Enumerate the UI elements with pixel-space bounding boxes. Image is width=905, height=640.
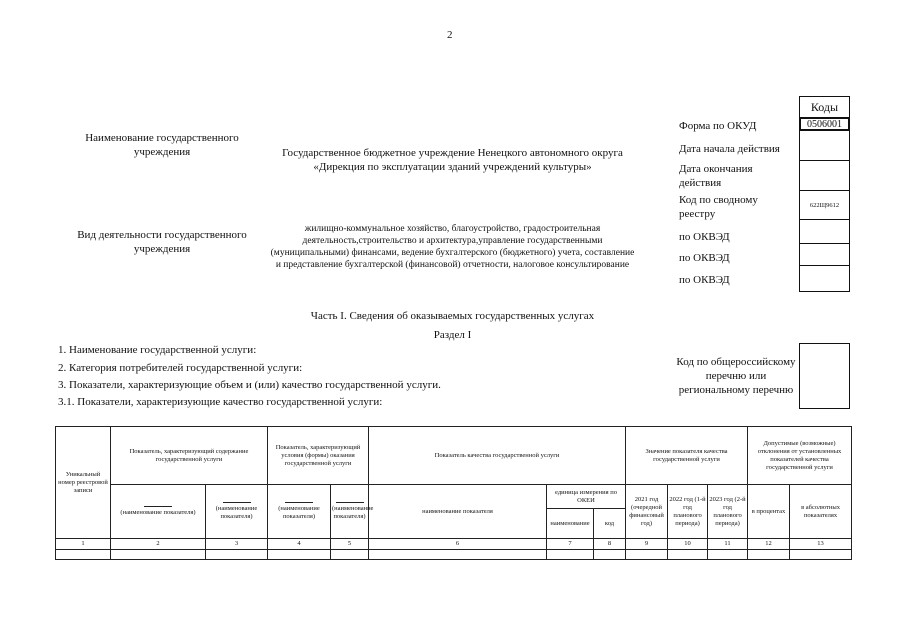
sub-content-1: (наименование показателя) (111, 485, 206, 539)
h-quality: Показатель качества государственной услуги (369, 427, 626, 485)
sub-unit-name: наименование (547, 509, 594, 539)
col-number: 3 (206, 539, 268, 550)
col-number: 7 (547, 539, 594, 550)
section-title: Раздел I (433, 329, 472, 341)
h-conditions: Показатель, характеризующий условия (формы) оказания государственной услуги (268, 427, 369, 485)
okud-code-cell: 0506001 (799, 117, 850, 131)
col-number: 10 (668, 539, 708, 550)
activity-label: Вид деятельности государственного учреждения (77, 229, 247, 255)
sub-percent: в процентах (748, 485, 790, 539)
item-consumers: 2. Категория потребителей государственной услуги: (58, 362, 303, 374)
col-number: 11 (708, 539, 748, 550)
sub-conditions-1: (наименование показателя) (268, 485, 331, 539)
item-service-name: 1. Наименование государственной услуги: (58, 344, 257, 356)
start-date-label: Дата начала действия (679, 143, 780, 155)
page-number: 2 (447, 29, 453, 41)
col-number: 6 (369, 539, 547, 550)
sub-conditions-2: (наименование показателя) (331, 485, 369, 539)
column-numbers-row (56, 539, 852, 550)
col-number: 9 (626, 539, 668, 550)
okved2-cell (799, 244, 850, 266)
h-deviation: Допустимые (возможные) отклонения от установленных показателей качества государственной услуги (748, 427, 852, 485)
svodny-label: Код по сводному реестру (679, 194, 758, 220)
col-number: 12 (748, 539, 790, 550)
col-number: 4 (268, 539, 331, 550)
activity-text: жилищно-коммунальное хозяйство, благоустройство, градостроительная деятельность,строительство и архитектура,управление государственными (муниципальными) финансами, ведение бухгалтерского (бюджетного) учета, составление и представление бухгалтерской (финансовой) отчетности, налоговое консультирование (270, 224, 635, 270)
codes-box (799, 96, 850, 292)
quality-table (55, 426, 852, 560)
sub-y2023: 2023 год (2-й год планового периода) (708, 485, 748, 539)
end-date-label: Дата окончания действия (679, 163, 753, 189)
end-date-cell (799, 161, 850, 191)
okved3-cell (799, 266, 850, 292)
institution-name: Государственное бюджетное учреждение Ненецкого автономного округа «Дирекция по эксплуатации зданий учреждений культуры» (282, 147, 623, 173)
institution-label: Наименование государственного учреждения (85, 132, 239, 158)
col-number: 5 (331, 539, 369, 550)
okved-label-3: по ОКВЭД (679, 274, 730, 286)
start-date-cell (799, 131, 850, 161)
item-indicators: 3. Показатели, характеризующие объем и (или) качество государственной услуги. (58, 379, 441, 391)
sub-y2021: 2021 год (очередной финансовый год) (626, 485, 668, 539)
sub-indicator-name: наименование показателя (369, 485, 547, 539)
h-content: Показатель, характеризующий содержание государственной услуги (111, 427, 268, 485)
table-row (56, 550, 852, 560)
okrb-code-box (799, 343, 850, 409)
col-number: 13 (790, 539, 852, 550)
svodny-code-cell: 622Щ9612 (799, 191, 850, 220)
part-title: Часть I. Сведения об оказываемых государственных услугах (310, 310, 595, 322)
sub-y2022: 2022 год (1-й год планового периода) (668, 485, 708, 539)
sub-unit-code: код (594, 509, 626, 539)
codes-header: Коды (799, 96, 850, 117)
h-value: Значение показателя качества государственной услуги (626, 427, 748, 485)
okved1-cell (799, 220, 850, 244)
okved-label-2: по ОКВЭД (679, 252, 730, 264)
col-number: 8 (594, 539, 626, 550)
okud-label: Форма по ОКУД (679, 120, 757, 132)
sub-unit: единица измерения по ОКЕИ (547, 485, 626, 509)
item-quality: 3.1. Показатели, характеризующие качество государственной услуги: (58, 396, 383, 408)
col-number: 2 (111, 539, 206, 550)
okrb-label: Код по общероссийскому перечню или региональному перечню (676, 356, 796, 396)
okved-label-1: по ОКВЭД (679, 231, 730, 243)
col-number: 1 (56, 539, 111, 550)
sub-content-2: (наименование показателя) (206, 485, 268, 539)
sub-absolute: в абсолютных показателях (790, 485, 852, 539)
h-unique: Уникальный номер реестровой записи (56, 427, 111, 539)
